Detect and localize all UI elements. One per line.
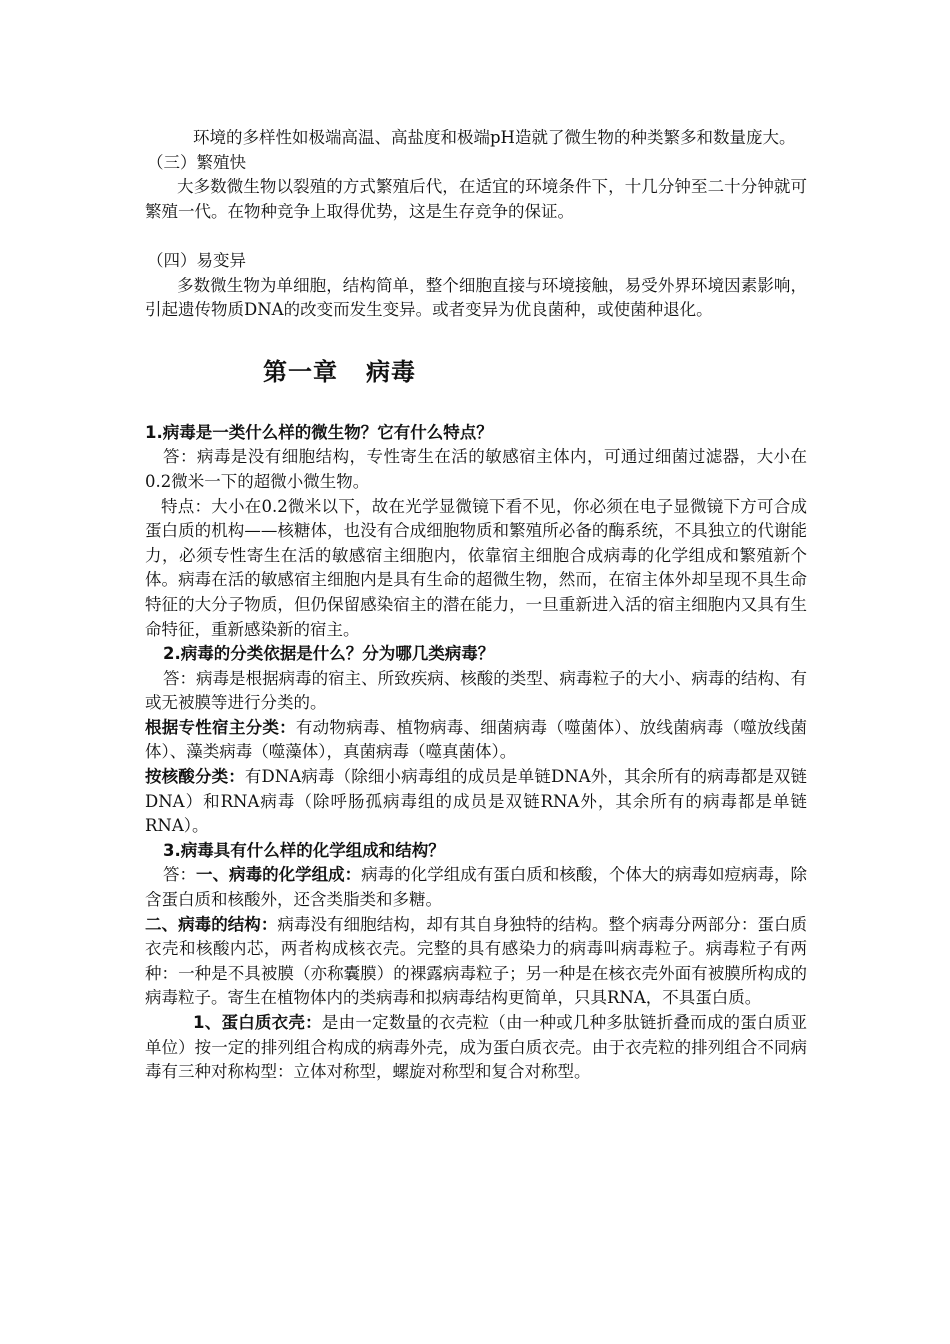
environment-paragraph: 环境的多样性如极端高温、高盐度和极端pH造就了微生物的种类繁多和数量庞大。 <box>193 128 796 147</box>
section-3-heading: （三）繁殖快 <box>147 152 246 172</box>
nucleic-classification <box>145 765 807 839</box>
nucleic-classification-label: 按核酸分类： <box>145 767 245 787</box>
question-1: 1.病毒是一类什么样的微生物？它有什么特点？ <box>145 422 493 442</box>
host-classification-label: 根据专性宿主分类： <box>145 717 296 737</box>
answer-2: 答：病毒是根据病毒的宿主、所致疾病、核酸的类型、病毒粒子的大小、病毒的结构、有或无被膜等进行分类的。 <box>145 668 807 713</box>
question-2: 2.病毒的分类依据是什么？分为哪几类病毒？ <box>163 644 495 664</box>
chapter-name: 病毒 <box>366 357 416 386</box>
nucleic-classification-text: 有DNA病毒（除细小病毒组的成员是单链DNA外，其余所有的病毒都是双链DNA）和RNA病毒（除呼肠孤病毒组的成员是双链RNA外，其余所有的病毒都是单链RNA）。 <box>145 767 807 836</box>
chapter-title <box>263 357 807 387</box>
host-classification-text: 有动物病毒、植物病毒、细菌病毒（噬菌体）、放线菌病毒（噬放线菌体）、藻类病毒（噬藻体），真菌病毒（噬真菌体）。 <box>145 717 808 762</box>
host-classification <box>145 716 807 765</box>
virus-structure <box>145 913 807 1011</box>
chemical-composition <box>145 863 807 912</box>
blank-line <box>145 224 807 249</box>
section-4-paragraph: 多数微生物为单细胞，结构简单，整个细胞直接与环境接触，易受外界环境因素影响，引起遗传物质DNA的改变而发生变异。或者变异为优良菌种，或使菌种退化。 <box>145 275 807 320</box>
protein-capsid-label: 1、蛋白质衣壳： <box>193 1013 322 1032</box>
protein-capsid-text: 是由一定数量的衣壳粒（由一种或几种多肽链折叠而成的蛋白质亚单位）按一定的排列组合构成的病毒外壳，成为蛋白质衣壳。由于衣壳粒的排列组合不同病毒有三种对称构型：立体对称型，螺旋对称型和复合对称型。 <box>145 1013 807 1082</box>
document-page <box>145 126 807 1085</box>
answer-1-features: 特点：大小在0.2微米以下，故在光学显微镜下看不见，你必须在电子显微镜下方可合成蛋白质的机构——核糖体，也没有合成细胞物质和繁殖所必备的酶系统，不具独立的代谢能力，必须专性寄生在活的敏感宿主细胞内，依靠宿主细胞合成病毒的化学组成和繁殖新个体。病毒在活的敏感宿主细胞内是具有生命的超微生物，然而，在宿主体外却呈现不具生命特征的大分子物质，但仍保留感染宿主的潜在能力，一旦重新进入活的宿主细胞内又具有生命特征，重新感染新的宿主。 <box>145 496 807 639</box>
chapter-number: 第一章 <box>263 357 338 386</box>
virus-structure-text: 病毒没有细胞结构，却有其自身独特的结构。整个病毒分两部分：蛋白质衣壳和核酸内芯，两者构成核衣壳。完整的具有感染力的病毒叫病毒粒子。病毒粒子有两种：一种是不具被膜（亦称囊膜）的裸露病毒粒子；另一种是在核衣壳外面有被膜所构成的病毒粒子。寄生在植物体内的类病毒和拟病毒结构更简单，只具RNA，不具蛋白质。 <box>145 914 808 1008</box>
protein-capsid <box>145 1011 807 1085</box>
virus-structure-label: 二、病毒的结构： <box>145 914 278 934</box>
chemical-composition-text: 病毒的化学组成有蛋白质和核酸，个体大的病毒如痘病毒，除含蛋白质和核酸外，还含类脂类和多糖。 <box>145 865 808 910</box>
answer-3-prefix: 答： <box>163 865 197 885</box>
section-4-heading: （四）易变异 <box>147 250 246 270</box>
section-3-paragraph: 大多数微生物以裂殖的方式繁殖后代，在适宜的环境条件下，十几分钟至二十分钟就可繁殖一代。在物种竞争上取得优势，这是生存竞争的保证。 <box>145 177 807 221</box>
chemical-composition-label: 一、病毒的化学组成： <box>196 865 362 885</box>
question-3: 3.病毒具有什么样的化学组成和结构？ <box>163 840 445 860</box>
answer-1: 答：病毒是没有细胞结构，专性寄生在活的敏感宿主体内，可通过细菌过滤器，大小在0.2微米一下的超微小微生物。 <box>145 447 807 491</box>
